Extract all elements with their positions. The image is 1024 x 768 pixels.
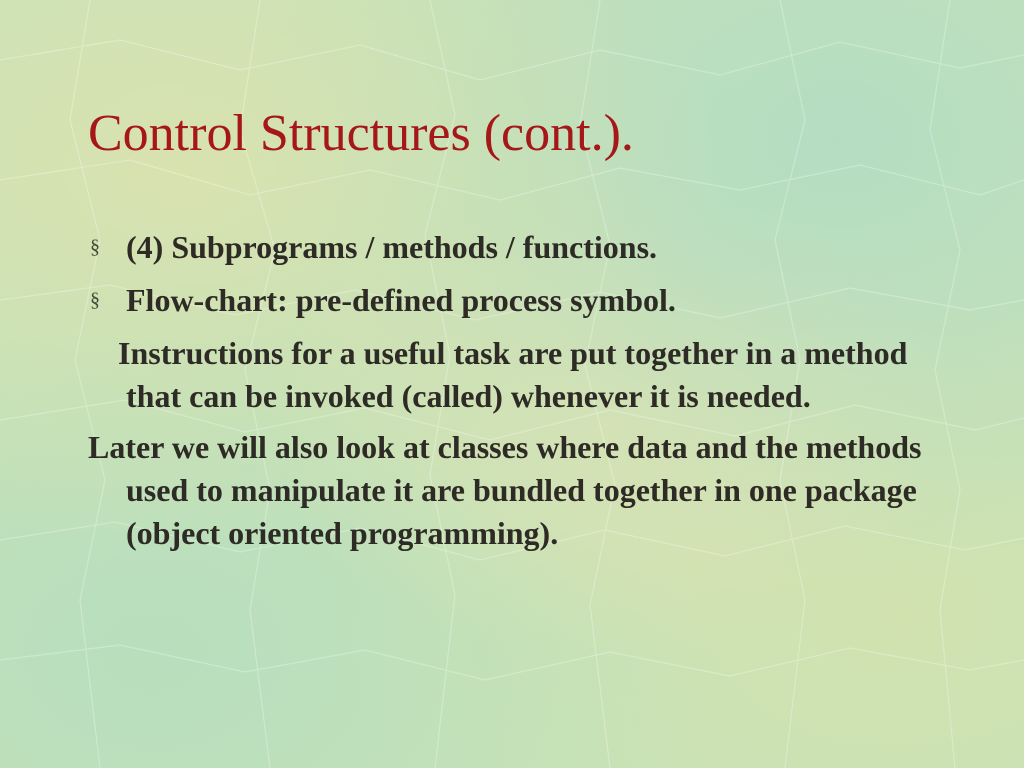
square-bullet-icon: § (90, 289, 100, 311)
slide-body (88, 226, 948, 555)
bullet-text: Flow-chart: pre-defined process symbol. (126, 282, 676, 318)
bullet-item-flowchart (88, 279, 948, 322)
paragraph-instructions: Instructions for a useful task are put together in a method that can be invoked (called) whenever it is needed. (118, 335, 908, 414)
slide-title: Control Structures (cont.). (88, 105, 634, 162)
bullet-item-subprograms (88, 226, 948, 269)
square-bullet-icon: § (90, 236, 100, 258)
bullet-text: (4) Subprograms / methods / functions. (126, 229, 658, 265)
paragraph-classes: Later we will also look at classes where data and the methods used to manipulate it are bundled together in one package (object oriented programming). (88, 429, 922, 551)
